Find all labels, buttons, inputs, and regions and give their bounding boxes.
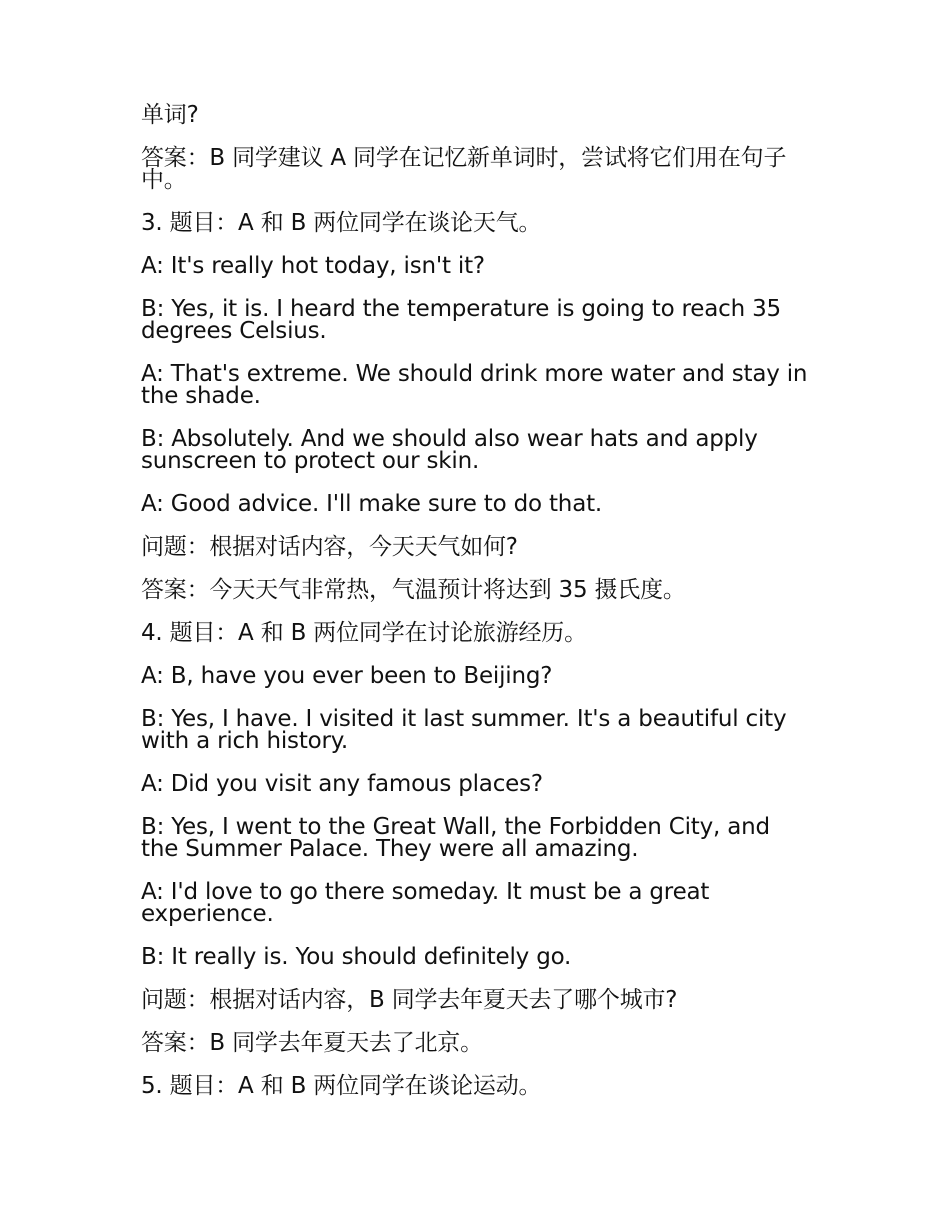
- dialogue-line: A: It's really hot today, isn't it?: [141, 253, 485, 279]
- dialogue-line: B: Yes, I went to the Great Wall, the Forbidden City, and the Summer Palace. They were all amazing.: [141, 814, 770, 862]
- paragraph-question-3: 问题：根据对话内容，今天天气如何?: [141, 534, 518, 560]
- paragraph-answer-4: 答案：B 同学去年夏天去了北京。: [141, 1030, 483, 1056]
- dialogue-line: A: I'd love to go there someday. It must be a great experience.: [141, 879, 710, 927]
- dialogue-line: A: B, have you ever been to Beijing?: [141, 663, 553, 689]
- paragraph-question-continuation: 单词?: [141, 102, 199, 128]
- dialogue-line: B: Absolutely. And we should also wear hats and apply sunscreen to protect our skin.: [141, 426, 758, 474]
- dialogue-line: B: Yes, I have. I visited it last summer. It's a beautiful city with a rich history.: [141, 706, 787, 754]
- paragraph-question-4: 问题：根据对话内容，B 同学去年夏天去了哪个城市?: [141, 987, 678, 1013]
- paragraph-answer-3: 答案：今天天气非常热，气温预计将达到 35 摄氏度。: [141, 577, 686, 603]
- paragraph-title-4: 4. 题目：A 和 B 两位同学在讨论旅游经历。: [141, 620, 587, 646]
- paragraph-title-5: 5. 题目：A 和 B 两位同学在谈论运动。: [141, 1073, 542, 1099]
- dialogue-line: A: Good advice. I'll make sure to do that.: [141, 491, 603, 517]
- paragraph-answer-2: 答案：B 同学建议 A 同学在记忆新单词时，尝试将它们用在句子中。: [141, 145, 787, 193]
- dialogue-line: A: Did you visit any famous places?: [141, 771, 543, 797]
- dialogue-line: B: It really is. You should definitely go.: [141, 944, 572, 970]
- dialogue-line: B: Yes, it is. I heard the temperature is going to reach 35 degrees Celsius.: [141, 296, 781, 344]
- document-page: [141, 104, 811, 1118]
- paragraph-title-3: 3. 题目：A 和 B 两位同学在谈论天气。: [141, 210, 542, 236]
- dialogue-line: A: That's extreme. We should drink more water and stay in the shade.: [141, 361, 808, 409]
